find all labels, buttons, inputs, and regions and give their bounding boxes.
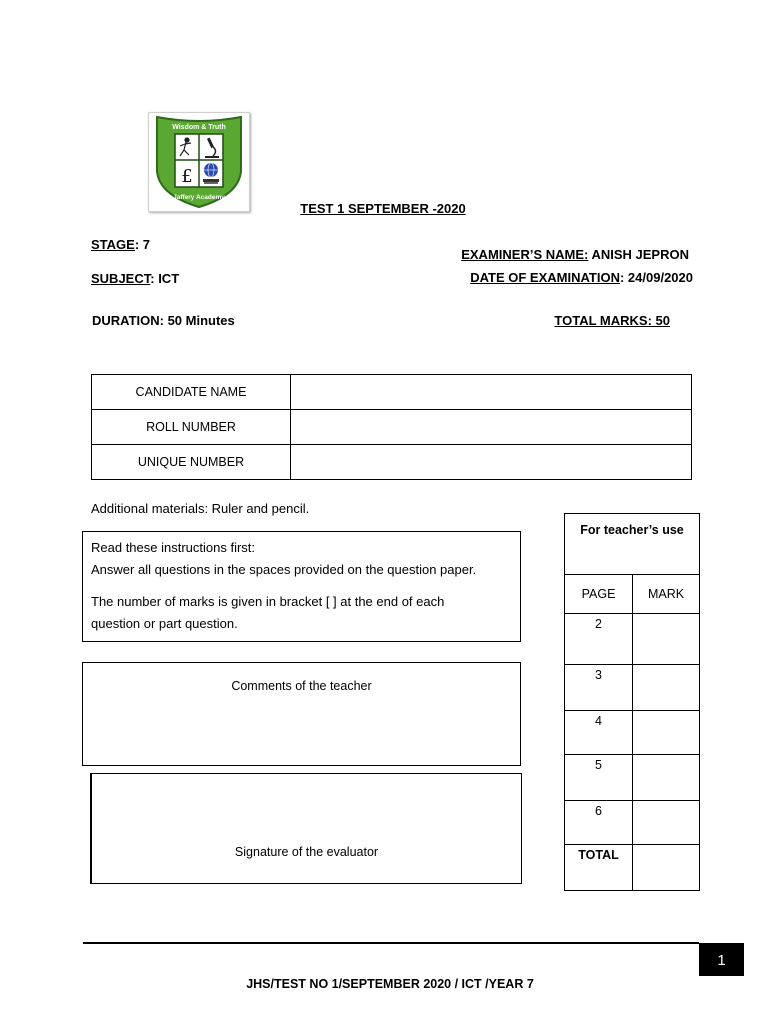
table-row xyxy=(565,665,700,711)
total-marks-line: TOTAL MARKS: 50 xyxy=(554,313,670,328)
table-row xyxy=(565,711,700,755)
table-row xyxy=(92,410,692,445)
table-row xyxy=(565,755,700,801)
page-number-cell: 6 xyxy=(565,801,633,845)
stage-line: STAGE: 7 xyxy=(91,237,150,252)
roll-number-label: ROLL NUMBER xyxy=(92,410,291,445)
globe-icon xyxy=(203,163,219,184)
shield-emblem xyxy=(149,113,249,211)
table-row xyxy=(565,845,700,891)
page-number-cell: 3 xyxy=(565,665,633,711)
mark-cell[interactable] xyxy=(633,614,700,665)
teacher-comments-box[interactable] xyxy=(82,662,521,766)
table-row xyxy=(565,801,700,845)
mark-cell[interactable] xyxy=(633,665,700,711)
mark-cell[interactable] xyxy=(633,801,700,845)
instructions-box xyxy=(82,531,521,642)
subject-line: SUBJECT: ICT xyxy=(91,271,180,286)
page-column-header: PAGE xyxy=(565,575,633,614)
duration-line: DURATION: 50 Minutes xyxy=(92,313,235,328)
roll-number-field[interactable] xyxy=(291,410,692,445)
teacher-use-title: For teacher’s use xyxy=(565,514,700,575)
unique-number-field[interactable] xyxy=(291,445,692,480)
additional-materials: Additional materials: Ruler and pencil. xyxy=(91,501,310,516)
exam-title: TEST 1 SEPTEMBER -2020 xyxy=(300,201,466,216)
examiner-line: EXAMINER’S NAME: ANISH JEPRON xyxy=(461,247,689,262)
page-number-cell: 4 xyxy=(565,711,633,755)
total-mark-cell[interactable] xyxy=(633,845,700,891)
table-row xyxy=(565,614,700,665)
candidate-name-field[interactable] xyxy=(291,375,692,410)
unique-number-label: UNIQUE NUMBER xyxy=(92,445,291,480)
candidate-name-label: CANDIDATE NAME xyxy=(92,375,291,410)
comments-label: Comments of the teacher xyxy=(231,679,372,693)
table-row xyxy=(92,375,692,410)
page-number-cell: 2 xyxy=(565,614,633,665)
evaluator-signature-box[interactable] xyxy=(90,773,522,884)
mark-cell[interactable] xyxy=(633,755,700,801)
instruction-item: The number of marks is given in bracket [ ] at the end of each question or part question. xyxy=(91,594,445,631)
instructions-heading: Read these instructions first: xyxy=(91,540,256,555)
logo-school-name: Jaffery Academy xyxy=(173,194,225,201)
pound-icon: £ xyxy=(181,166,193,187)
exam-date-line: DATE OF EXAMINATION: 24/09/2020 xyxy=(470,270,693,285)
footer-divider xyxy=(83,942,699,944)
total-label: TOTAL xyxy=(565,845,633,891)
mark-cell[interactable] xyxy=(633,711,700,755)
logo-motto: Wisdom & Truth xyxy=(172,124,226,131)
school-logo xyxy=(148,112,250,212)
candidate-details-table xyxy=(91,374,692,480)
table-row xyxy=(92,445,692,480)
mark-column-header: MARK xyxy=(633,575,700,614)
page-number: 1 xyxy=(699,943,744,976)
instruction-item: Answer all questions in the spaces provided on the question paper. xyxy=(91,562,477,577)
page-number-cell: 5 xyxy=(565,755,633,801)
teacher-use-table xyxy=(564,513,700,891)
footer-text: JHS/TEST NO 1/SEPTEMBER 2020 / ICT /YEAR 7 xyxy=(246,977,534,991)
signature-label: Signature of the evaluator xyxy=(234,845,379,859)
